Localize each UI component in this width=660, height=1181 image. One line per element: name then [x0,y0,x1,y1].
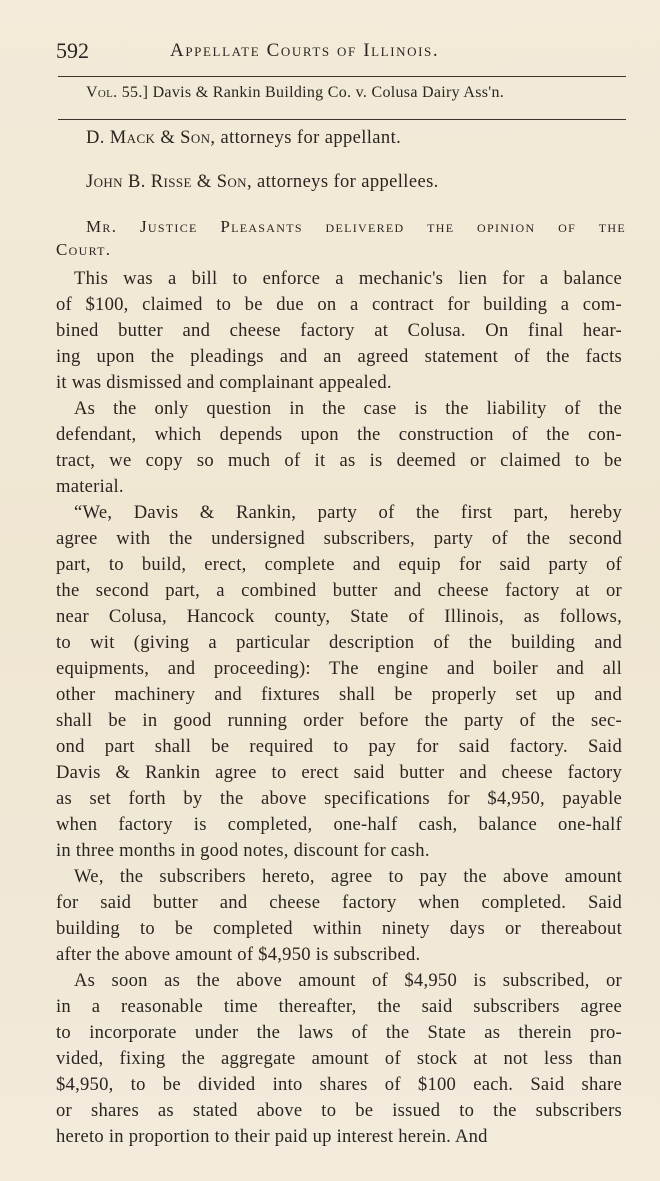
opinion-body [56,968,622,1150]
paragraph-line: We, the subscribers hereto, agree to pay the above amount [74,866,622,887]
paragraph-line: to incorporate under the laws of the State as therein pro- [56,1022,622,1043]
paragraph-line: “We, Davis & Rankin, party of the first part, hereby [74,502,622,523]
paragraph-line: material. [56,476,124,497]
paragraph-line: ond part shall be required to pay for said factory. Said [56,736,622,757]
appellant-attorney-role: attorneys for appellant. [220,128,402,148]
opinion-heading-line-2: Court. [56,240,112,259]
paragraph-line: defendant, which depends upon the construction of the con- [56,424,622,445]
paragraph-line: $4,950, to be divided into shares of $100 each. Said share [56,1074,622,1095]
opinion-heading-line-1: Mr. Justice Pleasants delivered the opinion of the [86,217,626,236]
paragraph-line: hereto in proportion to their paid up interest herein. And [56,1126,488,1147]
paragraph-line: As the only question in the case is the liability of the [74,398,622,419]
paragraph-line: after the above amount of $4,950 is subscribed. [56,944,421,965]
paragraph-line: tract, we copy so much of it as is deemed or claimed to be [56,450,622,471]
header-rule-top [58,76,626,77]
paragraph-line: other machinery and fixtures shall be properly set up and [56,684,622,705]
opinion-body [56,864,622,968]
paragraph-line: in a reasonable time thereafter, the said subscribers agree [56,996,622,1017]
case-parties: Davis & Rankin Building Co. v. Colusa Dairy Ass'n. [152,84,505,101]
paragraph-line: the second part, a combined butter and cheese factory at or [56,580,622,601]
paragraph-line: part, to build, erect, complete and equip for said party of [56,554,622,575]
paragraph-line: bined butter and cheese factory at Colusa. On final hear- [56,320,622,341]
paragraph-line: or shares as stated above to be issued to the subscribers [56,1100,622,1121]
running-title: Appellate Courts of Illinois. [170,40,440,61]
paragraph-line: shall be in good running order before the party of the sec- [56,710,622,731]
opinion-heading [56,215,626,261]
volume-reference: Vol. 55.] [86,84,149,101]
paragraph-line: ing upon the pleadings and an agreed statement of the facts [56,346,622,367]
appellees-attorney-role: attorneys for appellees. [257,172,439,192]
appellant-attorney-name: D. Mack & Son, [86,128,216,148]
header-rule-bottom [58,119,626,120]
appellees-attorney-name: John B. Risse & Son, [86,172,252,192]
paragraph-line: As soon as the above amount of $4,950 is subscribed, or [74,970,622,991]
paragraph-line: building to be completed within ninety days or thereabout [56,918,622,939]
opinion-body [56,266,622,396]
paragraph-line: as set forth by the above specifications for $4,950, payable [56,788,622,809]
page-header [56,38,616,68]
paragraph-line: equipments, and proceeding): The engine and boiler and all [56,658,622,679]
opinion-body [56,396,622,500]
paragraph-line: to wit (giving a particular description of the building and [56,632,622,653]
paragraph-line: agree with the undersigned subscribers, party of the second [56,528,622,549]
paragraph-line: near Colusa, Hancock county, State of Illinois, as follows, [56,606,622,627]
counsel-appellant [86,128,401,149]
counsel-appellees [86,172,439,193]
paragraph-line: of $100, claimed to be due on a contract for building a com- [56,294,622,315]
opinion-body [56,500,622,864]
paragraph-line: in three months in good notes, discount for cash. [56,840,430,861]
paragraph-line: it was dismissed and complainant appealed. [56,372,392,393]
paragraph-line: Davis & Rankin agree to erect said butter and cheese factory [56,762,622,783]
case-caption [86,84,504,102]
paragraph-line: This was a bill to enforce a mechanic's lien for a balance [74,268,622,289]
paragraph-line: when factory is completed, one-half cash, balance one-half [56,814,622,835]
paragraph-line: vided, fixing the aggregate amount of stock at not less than [56,1048,622,1069]
paragraph-line: for said butter and cheese factory when completed. Said [56,892,622,913]
page-number: 592 [56,38,89,63]
